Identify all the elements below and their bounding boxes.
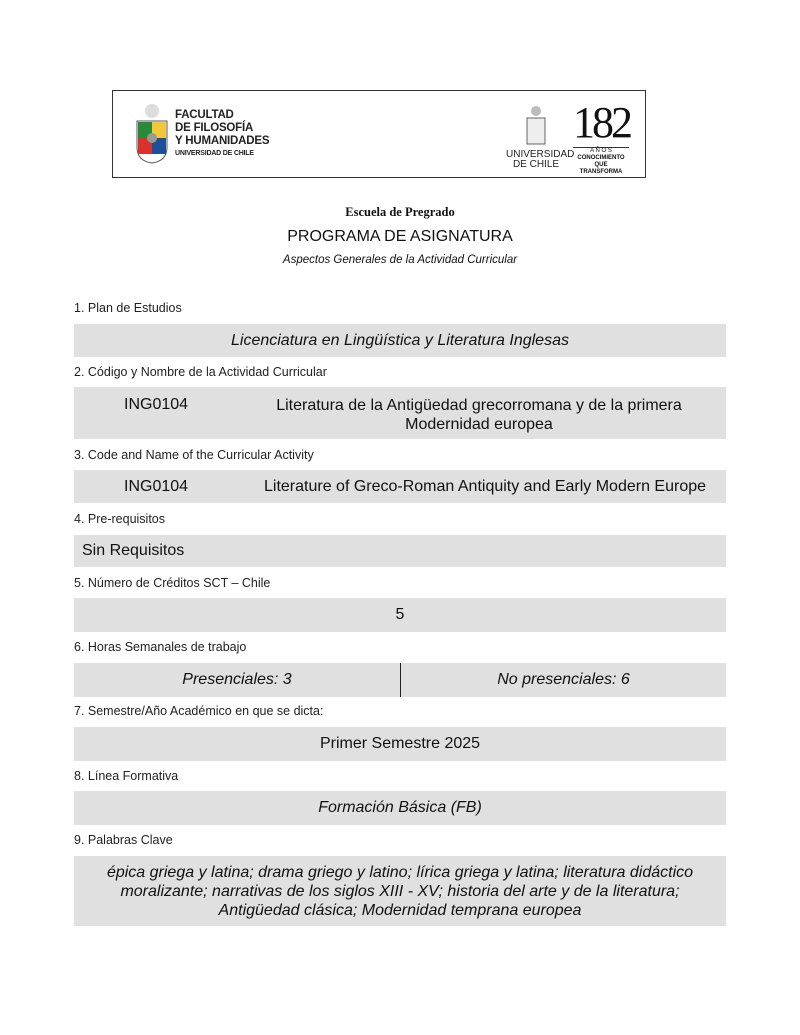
horas-presenciales: Presenciales: 3 xyxy=(74,663,401,697)
faculty-crest-icon xyxy=(135,103,169,165)
header-logos xyxy=(112,90,646,178)
horas-label: 6. Horas Semanales de trabajo xyxy=(74,640,247,654)
code-en-code: ING0104 xyxy=(124,478,189,495)
faculty-name xyxy=(175,109,269,160)
prereq-label: 4. Pre-requisitos xyxy=(74,512,166,526)
palabras-label: 9. Palabras Clave xyxy=(74,833,173,847)
code-en-label: 3. Code and Name of the Curricular Activity xyxy=(74,448,314,462)
codigo-name: Literatura de la Antigüedad grecorromana y de la primera Modernidad europea xyxy=(276,397,682,433)
codigo-box xyxy=(74,387,726,439)
codigo-code: ING0104 xyxy=(124,396,189,413)
faculty-line: Y HUMANIDADES xyxy=(175,135,270,147)
page-title: PROGRAMA DE ASIGNATURA xyxy=(287,228,513,245)
linea-value: Formación Básica (FB) xyxy=(74,791,726,825)
school-name: Escuela de Pregrado xyxy=(345,205,455,219)
faculty-line: DE FILOSOFÍA xyxy=(175,122,254,134)
university-line: UNIVERSIDAD xyxy=(506,149,575,160)
plan-value: Licenciatura en Lingüística y Literatura Inglesas xyxy=(74,324,726,357)
university-crest-icon xyxy=(525,105,547,147)
anniversary-number: 182 xyxy=(573,98,630,147)
palabras-value: épica griega y latina; drama griego y latino; lírica griega y latina; literatura didáctico moralizante; narrativas de los siglos XIII - XV; historia del arte y de la literatura; Antigüedad clásica; Modernidad temprana europea xyxy=(74,856,726,926)
anniversary-tagline xyxy=(573,147,629,176)
tagline-line: QUE TRANSFORMA xyxy=(579,162,623,175)
semestre-value: Primer Semestre 2025 xyxy=(74,727,726,761)
university-line: DE CHILE xyxy=(512,159,560,170)
code-en-name: Literature of Greco-Roman Antiquity and Early Modern Europe xyxy=(264,478,707,495)
creditos-value: 5 xyxy=(74,598,726,632)
anniversary-years: A Ñ O S xyxy=(573,147,629,155)
horas-no-presenciales: No presenciales: 6 xyxy=(497,671,630,688)
page-subtitle: Aspectos Generales de la Actividad Curricular xyxy=(282,254,518,266)
codigo-label: 2. Código y Nombre de la Actividad Curricular xyxy=(74,365,327,379)
creditos-label: 5. Número de Créditos SCT – Chile xyxy=(74,576,271,590)
prereq-value: Sin Requisitos xyxy=(74,535,726,567)
code-en-box xyxy=(74,470,726,503)
tagline-line: CONOCIMIENTO xyxy=(577,155,625,161)
horas-box xyxy=(74,663,726,697)
linea-label: 8. Línea Formativa xyxy=(74,769,179,783)
plan-label: 1. Plan de Estudios xyxy=(74,301,182,315)
faculty-university: UNIVERSIDAD DE CHILE xyxy=(175,150,254,157)
university-logo xyxy=(506,105,575,170)
semestre-label: 7. Semestre/Año Académico en que se dicta: xyxy=(74,704,324,718)
faculty-line: FACULTAD xyxy=(175,109,234,121)
